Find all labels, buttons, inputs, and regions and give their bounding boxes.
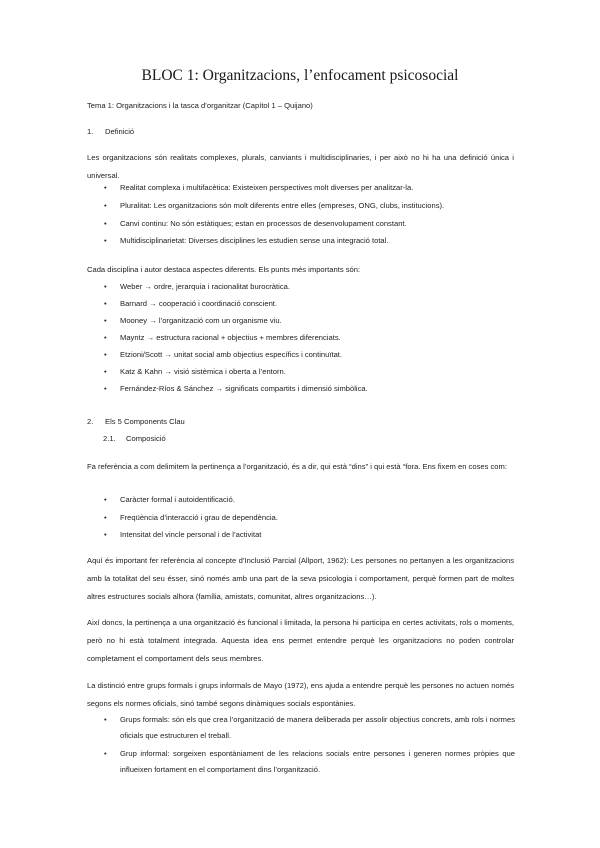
bullet-icon: • [104,384,107,393]
list-item-text: Freqüència d’interacció i grau de dependència. [120,513,278,522]
list-item-text: Fernández-Ríos & Sánchez → significats compartits i dimensió simbòlica. [120,384,368,393]
bullet-icon: • [104,183,107,192]
intro-paragraph: Les organitzacions són realitats complexes, plurals, canviants i multidisciplinaries, i per això no hi ha una definició única i universal. [87,153,514,180]
document-title: BLOC 1: Organitzacions, l’enfocament psicosocial [141,67,459,84]
list-item-text: Intensitat del vincle personal i de l’activitat [120,530,262,539]
list-item-text: Mooney → l’organització com un organisme viu. [120,316,282,325]
list-item-text: Barnard → cooperació i coordinació conscient. [120,299,278,308]
section-1-title: Definició [105,127,135,136]
bullet-icon: • [104,749,107,758]
list-item-text: Katz & Kahn → visió sistèmica i oberta a l’entorn. [120,367,286,376]
list-item-text: Weber → ordre, jerarquia i racionalitat burocràtica. [120,282,290,291]
section-1-number: 1. [87,127,94,136]
mayo-paragraph: La distinció entre grups formals i grups informals de Mayo (1972), ens ajuda a entendre perquè les persones no actuen només segons els normes oficials, sinó també segons dinàmiques socials espontànies. [87,681,514,708]
bullet-icon: • [104,282,107,291]
list-item-text: Multidisciplinarietat: Diverses disciplines les estudien sense una integració total. [120,236,389,245]
bullet-icon: • [104,367,107,376]
bullet-icon: • [104,236,107,245]
bullet-icon: • [104,495,107,504]
bullet-icon: • [104,350,107,359]
bullet-icon: • [104,201,107,210]
list-item-text: Grups formals: són els que crea l’organització de manera deliberada per assolir objectius concrets, amb rols i normes oficials que estructuren el treball. [120,715,515,740]
bullet-icon: • [104,333,107,342]
list-item-text: Mayntz → estructura racional + objectius + membres diferenciats. [120,333,341,342]
section-2-1-title: Composició [126,434,166,443]
bullet-icon: • [104,513,107,522]
bullet-icon: • [104,316,107,325]
section-2-number: 2. [87,417,94,426]
list-item-text: Pluralitat: Les organitzacions són molt diferents entre elles (empreses, ONG, clubs, institucions). [120,201,445,210]
list-item-text: Grup informal: sorgeixen espontàniament de les relacions socials entre persones i generen normes pròpies que influeixen fortament en el comportament dins l’organització. [120,749,515,774]
list-item-text: Canvi continu: No són estàtiques; estan en processos de desenvolupament constant. [120,219,407,228]
tema-heading: Tema 1: Organitzacions i la tasca d’organitzar (Capítol 1 – Quijano) [87,101,313,110]
allport-paragraph: Aquí és important fer referència al concepte d’Inclusió Parcial (Allport, 1962): Les persones no pertanyen a les organitzacions amb la totalitat del seu ésser, sinó només amb una part de la seva psicologia i comportament, perquè formen part de moltes altres estructures socials alhora (família, amistats, comunitat, altres organitzacions…). [87,556,514,601]
list-item-text: Etzioni/Scott → unitat social amb objectius específics i continuïtat. [120,350,343,359]
section-2-1-number: 2.1. [103,434,116,443]
bullet-icon: • [104,715,107,724]
section-2-title: Els 5 Components Clau [105,417,185,426]
bullet-icon: • [104,530,107,539]
list-item-text: Realitat complexa i multifacètica: Existeixen perspectives molt diverses per analitzar-la. [120,183,414,192]
bullet-icon: • [104,299,107,308]
pertinenca-paragraph: Així doncs, la pertinença a una organització és funcional i limitada, la persona hi participa en certes activitats, rols o moments, però no hi està totalment integrada. Aquesta idea ens permet entendre perquè les organitzacions no poden controlar completament el comportament dels seus membres. [87,618,514,663]
cada-disciplina-text: Cada disciplina i autor destaca aspectes diferents. Els punts més importants són: [87,265,361,274]
composicio-paragraph: Fa referència a com delimitem la pertinença a l’organització, és a dir, qui està “dins” i qui està “fora. Ens fixem en coses com: [87,462,507,471]
bullet-icon: • [104,219,107,228]
list-item-text: Caràcter formal i autoidentificació. [120,495,235,504]
